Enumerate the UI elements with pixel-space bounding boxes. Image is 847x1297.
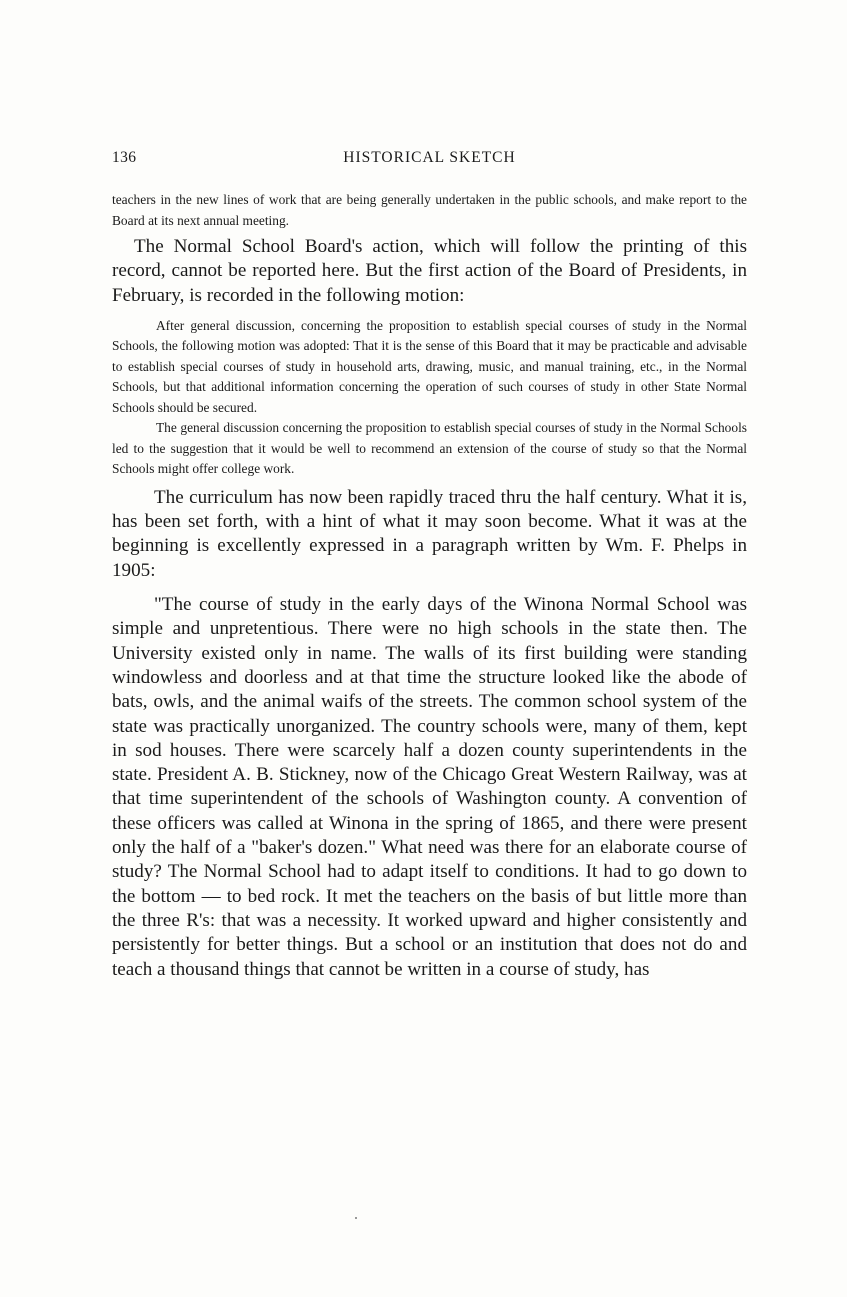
quote-phelps-1905: "The course of study in the early days of the Winona Normal School was simple and unpretentious. There were no high schools in the state then. The University existed only in name. The walls of its first building were standing windowless and doorless and at that time the structure looked like the abode of bats, owls, and the animal waifs of the streets. The common school system of the state was practically unorganized. The country schools were, many of them, kept in sod houses. There were scarcely half a dozen county superintendents in the state. President A. B. Stickney, now of the Chicago Great Western Railway, was at that time superintendent of the schools of Washington county. A convention of these officers was called at Winona in the spring of 1865, and there were present only the half of a "baker's dozen." What need was there for an elaborate course of study? The Normal School had to adapt itself to conditions. It had to go down to the bottom — to bed rock. It met the teachers on the basis of but little more than the three R's: that was a necessity. It worked upward and higher consistently and persistently for better things. But a school or an institution that does not do and teach a thousand things that cannot be written in a course of study, has xyxy=(112,594,747,980)
running-head: HISTORICAL SKETCH xyxy=(343,149,516,166)
page-body xyxy=(112,190,747,982)
paragraph-continued-resolution: teachers in the new lines of work that are being generally undertaken in the public schools, and make report to the Board at its next annual meeting. xyxy=(112,192,747,228)
print-speck xyxy=(355,1217,357,1219)
quote-motion-adopted: After general discussion, concerning the proposition to establish special courses of study in the Normal Schools, the following motion was adopted: That it is the sense of this Board that it may be practicable and advisable to establish special courses of study in household arts, drawing, music, and manual training, etc., in the Normal Schools, but that additional information concerning the operation of such courses of study in other State Normal Schools should be secured. xyxy=(112,317,747,415)
quote-college-work-suggestion: The general discussion concerning the proposition to establish special courses of study in the Normal Schools led to the suggestion that it would be well to recommend an extension of the course of study so that the Normal Schools might offer college work. xyxy=(112,420,747,477)
page-number: 136 xyxy=(112,149,137,166)
paragraph-curriculum-summary: The curriculum has now been rapidly traced thru the half century. What it is, has been set forth, with a hint of what it may soon become. What it was at the beginning is excellently expressed in a paragraph written by Wm. F. Phelps in 1905: xyxy=(112,486,747,581)
paragraph-board-action: The Normal School Board's action, which will follow the printing of this record, cannot be reported here. But the first action of the Board of Presidents, in February, is recorded in the following motion: xyxy=(112,236,747,306)
page-header xyxy=(112,149,747,171)
